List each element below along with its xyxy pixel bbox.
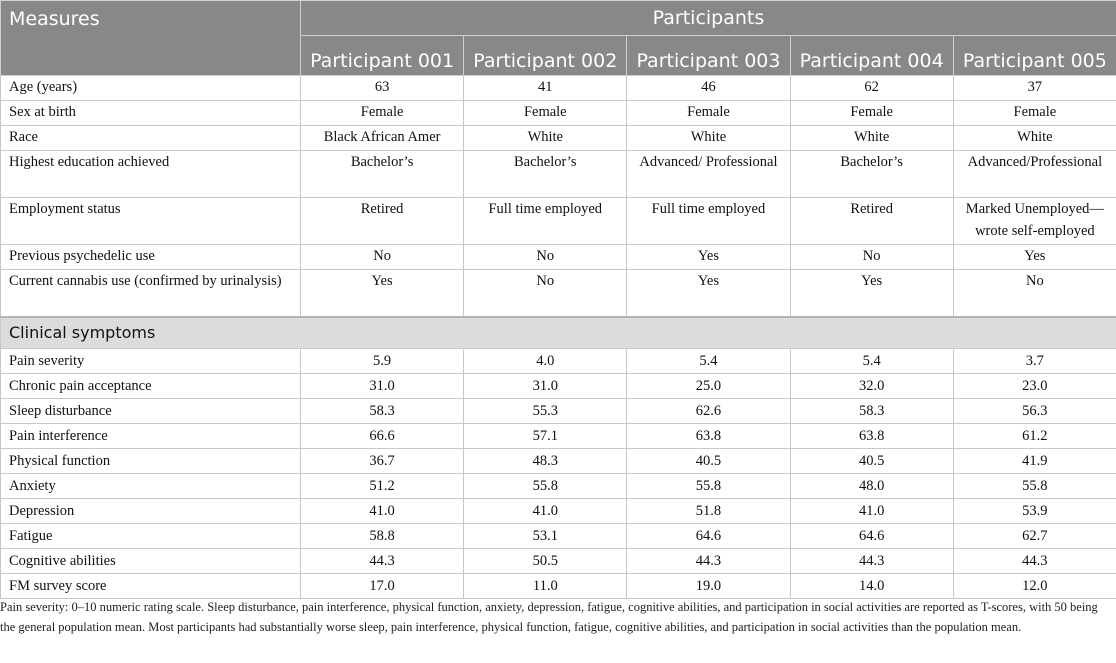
table-cell: White <box>790 126 953 151</box>
table-cell: Retired <box>301 198 464 245</box>
participant-header: Participant 001 <box>301 36 464 76</box>
table-cell: 62.7 <box>953 524 1116 549</box>
table-cell: 23.0 <box>953 374 1116 399</box>
table-cell: 55.8 <box>627 474 790 499</box>
measure-label: Anxiety <box>1 474 301 499</box>
table-cell: 55.8 <box>464 474 627 499</box>
table-cell: White <box>464 126 627 151</box>
table-cell: 36.7 <box>301 449 464 474</box>
table-cell: Female <box>953 101 1116 126</box>
measure-label: Sleep disturbance <box>1 399 301 424</box>
table-cell: 48.3 <box>464 449 627 474</box>
table-cell: 32.0 <box>790 374 953 399</box>
table-cell: 63.8 <box>627 424 790 449</box>
table-cell: 64.6 <box>627 524 790 549</box>
table-cell: 53.9 <box>953 499 1116 524</box>
header-row-top <box>1 1 1116 36</box>
table-cell: 51.8 <box>627 499 790 524</box>
table-cell: 44.3 <box>953 549 1116 574</box>
table-row <box>1 424 1116 449</box>
table-cell: Yes <box>627 270 790 318</box>
measure-label: Chronic pain acceptance <box>1 374 301 399</box>
table-cell: 12.0 <box>953 574 1116 599</box>
table-cell: 62.6 <box>627 399 790 424</box>
table-row <box>1 474 1116 499</box>
participant-header: Participant 004 <box>790 36 953 76</box>
table-cell: 31.0 <box>464 374 627 399</box>
table-cell: Bachelor’s <box>790 151 953 198</box>
table-row <box>1 574 1116 599</box>
participant-header: Participant 003 <box>627 36 790 76</box>
table-cell: 66.6 <box>301 424 464 449</box>
table-cell: 17.0 <box>301 574 464 599</box>
table-row <box>1 151 1116 198</box>
table-cell: Bachelor’s <box>464 151 627 198</box>
table-cell: 44.3 <box>790 549 953 574</box>
participants-header: Participants <box>301 1 1116 36</box>
table-cell: 41.0 <box>301 499 464 524</box>
measure-label: Pain severity <box>1 349 301 374</box>
table-footnote: Pain severity: 0–10 numeric rating scale. Sleep disturbance, pain interference, physical function, anxiety, depression, fatigue, cognitive abilities, and participation in social activities are reported as T-scores, with 50 being the general population mean. Most participants had substantially worse sleep, pain interference, physical function, fatigue, cognitive abilities, and participation in social activities than the population mean. <box>0 600 1098 634</box>
measure-label: Age (years) <box>1 76 301 101</box>
table-cell: 4.0 <box>464 349 627 374</box>
table-cell: 5.9 <box>301 349 464 374</box>
table-cell: White <box>627 126 790 151</box>
table-cell: Marked Unemployed—wrote self-employed <box>953 198 1116 245</box>
table-cell: Full time employed <box>464 198 627 245</box>
table-cell: 41.9 <box>953 449 1116 474</box>
table-cell: Female <box>301 101 464 126</box>
table-cell: 63.8 <box>790 424 953 449</box>
measure-label: Pain interference <box>1 424 301 449</box>
measures-header: Measures <box>1 1 301 76</box>
table-cell: 40.5 <box>790 449 953 474</box>
section-title: Clinical symptoms <box>1 317 1116 349</box>
table-cell: 5.4 <box>790 349 953 374</box>
table-cell: White <box>953 126 1116 151</box>
table-cell: 31.0 <box>301 374 464 399</box>
table-cell: 48.0 <box>790 474 953 499</box>
table-cell: 58.8 <box>301 524 464 549</box>
table-cell: No <box>790 245 953 270</box>
table-cell: 56.3 <box>953 399 1116 424</box>
table-row <box>1 198 1116 245</box>
table-row <box>1 270 1116 318</box>
measure-label: Physical function <box>1 449 301 474</box>
table-cell: 40.5 <box>627 449 790 474</box>
table-cell: 51.2 <box>301 474 464 499</box>
table-cell: No <box>464 245 627 270</box>
table-row <box>1 126 1116 151</box>
table-cell: 11.0 <box>464 574 627 599</box>
table-cell: 19.0 <box>627 574 790 599</box>
table-row <box>1 399 1116 424</box>
table-cell: Yes <box>790 270 953 318</box>
table-cell: 3.7 <box>953 349 1116 374</box>
table-row <box>1 349 1116 374</box>
table-row <box>1 76 1116 101</box>
measure-label: Highest education achieved <box>1 151 301 198</box>
measure-label: Race <box>1 126 301 151</box>
table-cell: 63 <box>301 76 464 101</box>
measure-label: FM survey score <box>1 574 301 599</box>
table-cell: 55.3 <box>464 399 627 424</box>
table-cell: Retired <box>790 198 953 245</box>
section-row <box>1 317 1116 349</box>
measure-label: Cognitive abilities <box>1 549 301 574</box>
table-cell: 5.4 <box>627 349 790 374</box>
table-cell: 53.1 <box>464 524 627 549</box>
table-cell: Bachelor’s <box>301 151 464 198</box>
table-cell: 61.2 <box>953 424 1116 449</box>
measure-label: Fatigue <box>1 524 301 549</box>
table-row <box>1 524 1116 549</box>
table-cell: 64.6 <box>790 524 953 549</box>
table-cell: 58.3 <box>301 399 464 424</box>
table-cell: 41 <box>464 76 627 101</box>
table-cell: Advanced/ Professional <box>627 151 790 198</box>
table-cell: Female <box>627 101 790 126</box>
table-cell: No <box>953 270 1116 318</box>
table-cell: 57.1 <box>464 424 627 449</box>
table-cell: 58.3 <box>790 399 953 424</box>
participant-header: Participant 002 <box>464 36 627 76</box>
table-row <box>1 374 1116 399</box>
measure-label: Previous psychedelic use <box>1 245 301 270</box>
table-cell: 50.5 <box>464 549 627 574</box>
table-cell: Yes <box>627 245 790 270</box>
table-cell: 55.8 <box>953 474 1116 499</box>
table-cell: 25.0 <box>627 374 790 399</box>
table-cell: 14.0 <box>790 574 953 599</box>
table-cell: Female <box>464 101 627 126</box>
participant-header: Participant 005 <box>953 36 1116 76</box>
table-row <box>1 549 1116 574</box>
measure-label: Employment status <box>1 198 301 245</box>
table-cell: Yes <box>301 270 464 318</box>
table-cell: 41.0 <box>790 499 953 524</box>
table-cell: Black African Amer <box>301 126 464 151</box>
table-cell: 37 <box>953 76 1116 101</box>
table-row <box>1 101 1116 126</box>
table-cell: No <box>464 270 627 318</box>
table-cell: 44.3 <box>627 549 790 574</box>
table-cell: 46 <box>627 76 790 101</box>
table-cell: 44.3 <box>301 549 464 574</box>
table-cell: 41.0 <box>464 499 627 524</box>
table-cell: Female <box>790 101 953 126</box>
table-row <box>1 449 1116 474</box>
table-cell: Yes <box>953 245 1116 270</box>
measure-label: Sex at birth <box>1 101 301 126</box>
table-row <box>1 245 1116 270</box>
table-cell: Full time employed <box>627 198 790 245</box>
measure-label: Current cannabis use (confirmed by urinalysis) <box>1 270 301 318</box>
table-row <box>1 499 1116 524</box>
table-cell: Advanced/Professional <box>953 151 1116 198</box>
measure-label: Depression <box>1 499 301 524</box>
table-cell: 62 <box>790 76 953 101</box>
table-cell: No <box>301 245 464 270</box>
